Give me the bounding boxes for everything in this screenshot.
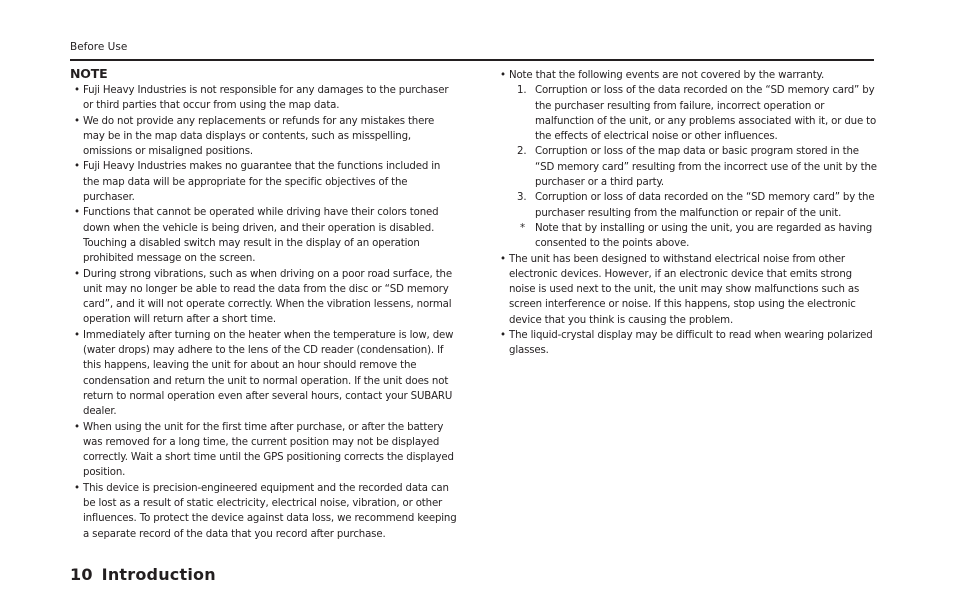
note-item: • When using the unit for the first time after purchase, or after the battery was removed for a long time, the current position may not be displayed correctly. Wait a short time until the GPS positioning corrects the displayed position.	[70, 420, 458, 481]
note-title: NOTE	[70, 66, 108, 81]
warranty-text: Corruption or loss of data recorded on the “SD memory card” by the purchaser resulting from the malfunction or repair of the unit.	[535, 192, 875, 219]
asterisk-text: Note that by installing or using the unit, you are regarded as having consented to the points above.	[535, 222, 873, 250]
note-list	[70, 83, 458, 542]
page-footer	[70, 565, 216, 584]
left-column	[70, 66, 458, 542]
right-list	[496, 68, 878, 359]
right-column	[496, 68, 878, 359]
asterisk-mark: *	[520, 222, 525, 234]
warranty-subitem	[509, 190, 878, 221]
warranty-number: 2.	[517, 146, 527, 158]
section-header: Before Use	[70, 41, 128, 53]
warranty-item	[496, 68, 878, 252]
page-number: 10	[70, 565, 93, 584]
right-item: • The unit has been designed to withstand electrical noise from other electronic devices. However, if an electronic device that emits strong noise is used next to the unit, the unit may show malfunctions such as screen interference or noise. If this happens, stop using the electronic device that you think is causing the problem.	[496, 252, 878, 328]
note-item: • Fuji Heavy Industries makes no guarantee that the functions included in the map data will be appropriate for the specific objectives of the purchaser.	[70, 159, 458, 205]
warranty-subitem	[509, 144, 878, 190]
right-item: • The liquid-crystal display may be difficult to read when wearing polarized glasses.	[496, 328, 878, 359]
note-item: • Functions that cannot be operated while driving have their colors toned down when the vehicle is being driven, and their operation is disabled. Touching a disabled switch may result in the display of an operation prohibited message on the screen.	[70, 205, 458, 266]
warranty-intro: Note that the following events are not covered by the warranty.	[509, 70, 825, 81]
note-item: • This device is precision-engineered equipment and the recorded data can be lost as a result of static electricity, electrical noise, vibration, or other influences. To protect the device against data loss, we recommend keeping a separate record of the data that you record after purchase.	[70, 481, 458, 542]
asterisk-note	[509, 221, 878, 252]
note-item: • Fuji Heavy Industries is not responsible for any damages to the purchaser or third parties that occur from using the map data.	[70, 83, 458, 114]
warranty-number: 3.	[517, 192, 527, 204]
note-item: • Immediately after turning on the heater when the temperature is low, dew (water drops) may adhere to the lens of the CD reader (condensation). If this happens, leaving the unit for about an hour should remove the condensation and return the unit to normal operation. If the unit does not return to normal operation even after several hours, contact your SUBARU dealer.	[70, 328, 458, 420]
warranty-text: Corruption or loss of the data recorded on the “SD memory card” by the purchaser resulting from failure, incorrect operation or malfunction of the unit, or any problems associated with it, or due to the effects of electrical noise or other influences.	[535, 85, 877, 143]
warranty-text: Corruption or loss of the map data or basic program stored in the “SD memory card” resulting from the incorrect use of the unit by the purchaser or a third party.	[535, 146, 877, 189]
warranty-sublist	[509, 83, 878, 221]
chapter-title: Introduction	[101, 565, 216, 584]
warranty-number: 1.	[517, 85, 527, 97]
note-item: • During strong vibrations, such as when driving on a poor road surface, the unit may no longer be able to read the data from the disc or “SD memory card”, and it will not operate correctly. When the vibration lessens, normal operation will return after a short time.	[70, 267, 458, 328]
note-item: • We do not provide any replacements or refunds for any mistakes there may be in the map data displays or contents, such as misspelling, omissions or misaligned positions.	[70, 114, 458, 160]
warranty-subitem	[509, 83, 878, 144]
header-rule	[70, 59, 874, 61]
